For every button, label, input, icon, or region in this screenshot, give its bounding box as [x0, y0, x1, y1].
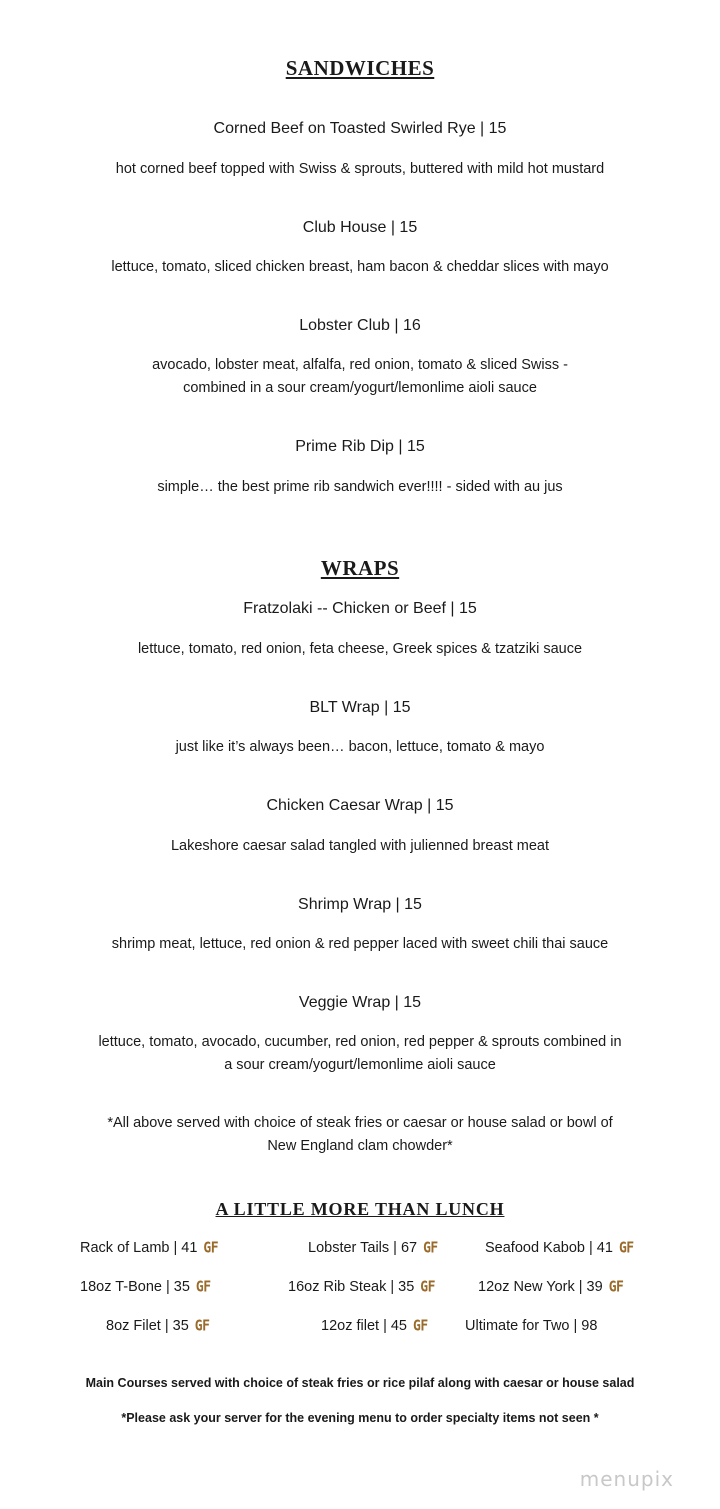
- desc-line: just like it’s always been… bacon, lettuce, tomato & mayo: [175, 739, 545, 755]
- menu-item-label: 16oz Rib Steak | 35: [288, 1279, 415, 1295]
- item-desc-corned-beef: [60, 158, 660, 181]
- item-title-shrimp-wrap: Shrimp Wrap | 15: [298, 896, 422, 913]
- item-desc-lobster-club: [60, 354, 660, 400]
- desc-line: Lakeshore caesar salad tangled with julienned breast meat: [170, 838, 550, 854]
- menu-item-label: 18oz T-Bone | 35: [80, 1279, 190, 1295]
- item-title-chicken-caesar-wrap: Chicken Caesar Wrap | 15: [266, 797, 454, 814]
- item-title-blt-wrap: BLT Wrap | 15: [309, 699, 411, 716]
- gf-badge-icon: GF: [413, 1317, 428, 1336]
- menu-item-label: 12oz New York | 39: [478, 1279, 603, 1295]
- item-desc-chicken-caesar-wrap: [60, 835, 660, 858]
- menu-item-label: 12oz filet | 45: [321, 1318, 407, 1334]
- menu-item-rack-of-lamb: [80, 1240, 218, 1256]
- gf-badge-icon: GF: [420, 1278, 435, 1297]
- item-title-lobster-club: Lobster Club | 16: [299, 317, 421, 334]
- menu-item-t-bone: [80, 1279, 211, 1295]
- item-title-corned-beef: Corned Beef on Toasted Swirled Rye | 15: [213, 120, 507, 137]
- desc-line: lettuce, tomato, avocado, cucumber, red onion, red pepper & sprouts combined in: [98, 1034, 622, 1050]
- note-line: *All above served with choice of steak fries or caesar or house salad or bowl of: [107, 1115, 613, 1131]
- menu-item-lobster-tails: [308, 1240, 438, 1256]
- note-line: New England clam chowder*: [267, 1138, 453, 1154]
- menu-item-label: 8oz Filet | 35: [106, 1318, 189, 1334]
- desc-line: simple… the best prime rib sandwich ever!!!! - sided with au jus: [157, 479, 563, 495]
- item-title-fratzolaki: Fratzolaki -- Chicken or Beef | 15: [243, 600, 477, 617]
- desc-line: combined in a sour cream/yogurt/lemonlime aioli sauce: [183, 380, 537, 396]
- menu-item-ultimate-for-two: [465, 1318, 597, 1334]
- gf-badge-icon: GF: [618, 1239, 634, 1258]
- sides-note: [60, 1112, 660, 1158]
- gf-badge-icon: GF: [195, 1278, 211, 1297]
- gf-badge-icon: GF: [203, 1239, 219, 1258]
- wraps-heading: WRAPS: [320, 556, 400, 580]
- desc-line: hot corned beef topped with Swiss & sprouts, buttered with mild hot mustard: [115, 161, 605, 177]
- sandwiches-heading: SANDWICHES: [285, 56, 435, 80]
- menupix-watermark: menupix: [579, 1467, 674, 1491]
- menu-item-rib-steak: [288, 1279, 435, 1295]
- server-note: *Please ask your server for the evening menu to order specialty items not seen *: [121, 1411, 599, 1425]
- gf-badge-icon: GF: [194, 1317, 210, 1336]
- gf-badge-icon: GF: [423, 1239, 438, 1258]
- desc-line: avocado, lobster meat, alfalfa, red onion, tomato & sliced Swiss -: [152, 357, 568, 373]
- menu-item-label: Lobster Tails | 67: [308, 1240, 418, 1256]
- menu-item-new-york: [478, 1279, 623, 1295]
- item-desc-club-house: [60, 256, 660, 279]
- item-desc-blt-wrap: [60, 736, 660, 759]
- menu-item-12oz-filet: [321, 1318, 428, 1334]
- menu-item-label: Ultimate for Two | 98: [465, 1318, 598, 1334]
- gf-badge-icon: GF: [608, 1278, 624, 1297]
- item-desc-fratzolaki: [60, 638, 660, 661]
- menu-item-label: Rack of Lamb | 41: [80, 1240, 198, 1256]
- item-desc-veggie-wrap: [60, 1031, 660, 1077]
- desc-line: shrimp meat, lettuce, red onion & red pepper laced with sweet chili thai sauce: [111, 936, 609, 952]
- menu-item-8oz-filet: [106, 1318, 209, 1334]
- menu-item-label: Seafood Kabob | 41: [485, 1240, 613, 1256]
- menu-item-seafood-kabob: [485, 1240, 634, 1256]
- item-title-prime-rib-dip: Prime Rib Dip | 15: [295, 438, 425, 455]
- desc-line: lettuce, tomato, sliced chicken breast, ham bacon & cheddar slices with mayo: [111, 259, 609, 275]
- item-title-club-house: Club House | 15: [302, 219, 418, 236]
- desc-line: a sour cream/yogurt/lemonlime aioli sauce: [224, 1057, 496, 1073]
- item-title-veggie-wrap: Veggie Wrap | 15: [298, 994, 422, 1011]
- main-courses-note: Main Courses served with choice of steak fries or rice pilaf along with caesar or house salad: [85, 1376, 635, 1390]
- item-desc-prime-rib-dip: [60, 476, 660, 499]
- desc-line: lettuce, tomato, red onion, feta cheese, Greek spices & tzatziki sauce: [137, 641, 583, 657]
- item-desc-shrimp-wrap: [60, 933, 660, 956]
- more-than-lunch-heading: A LITTLE MORE THAN LUNCH: [215, 1199, 505, 1219]
